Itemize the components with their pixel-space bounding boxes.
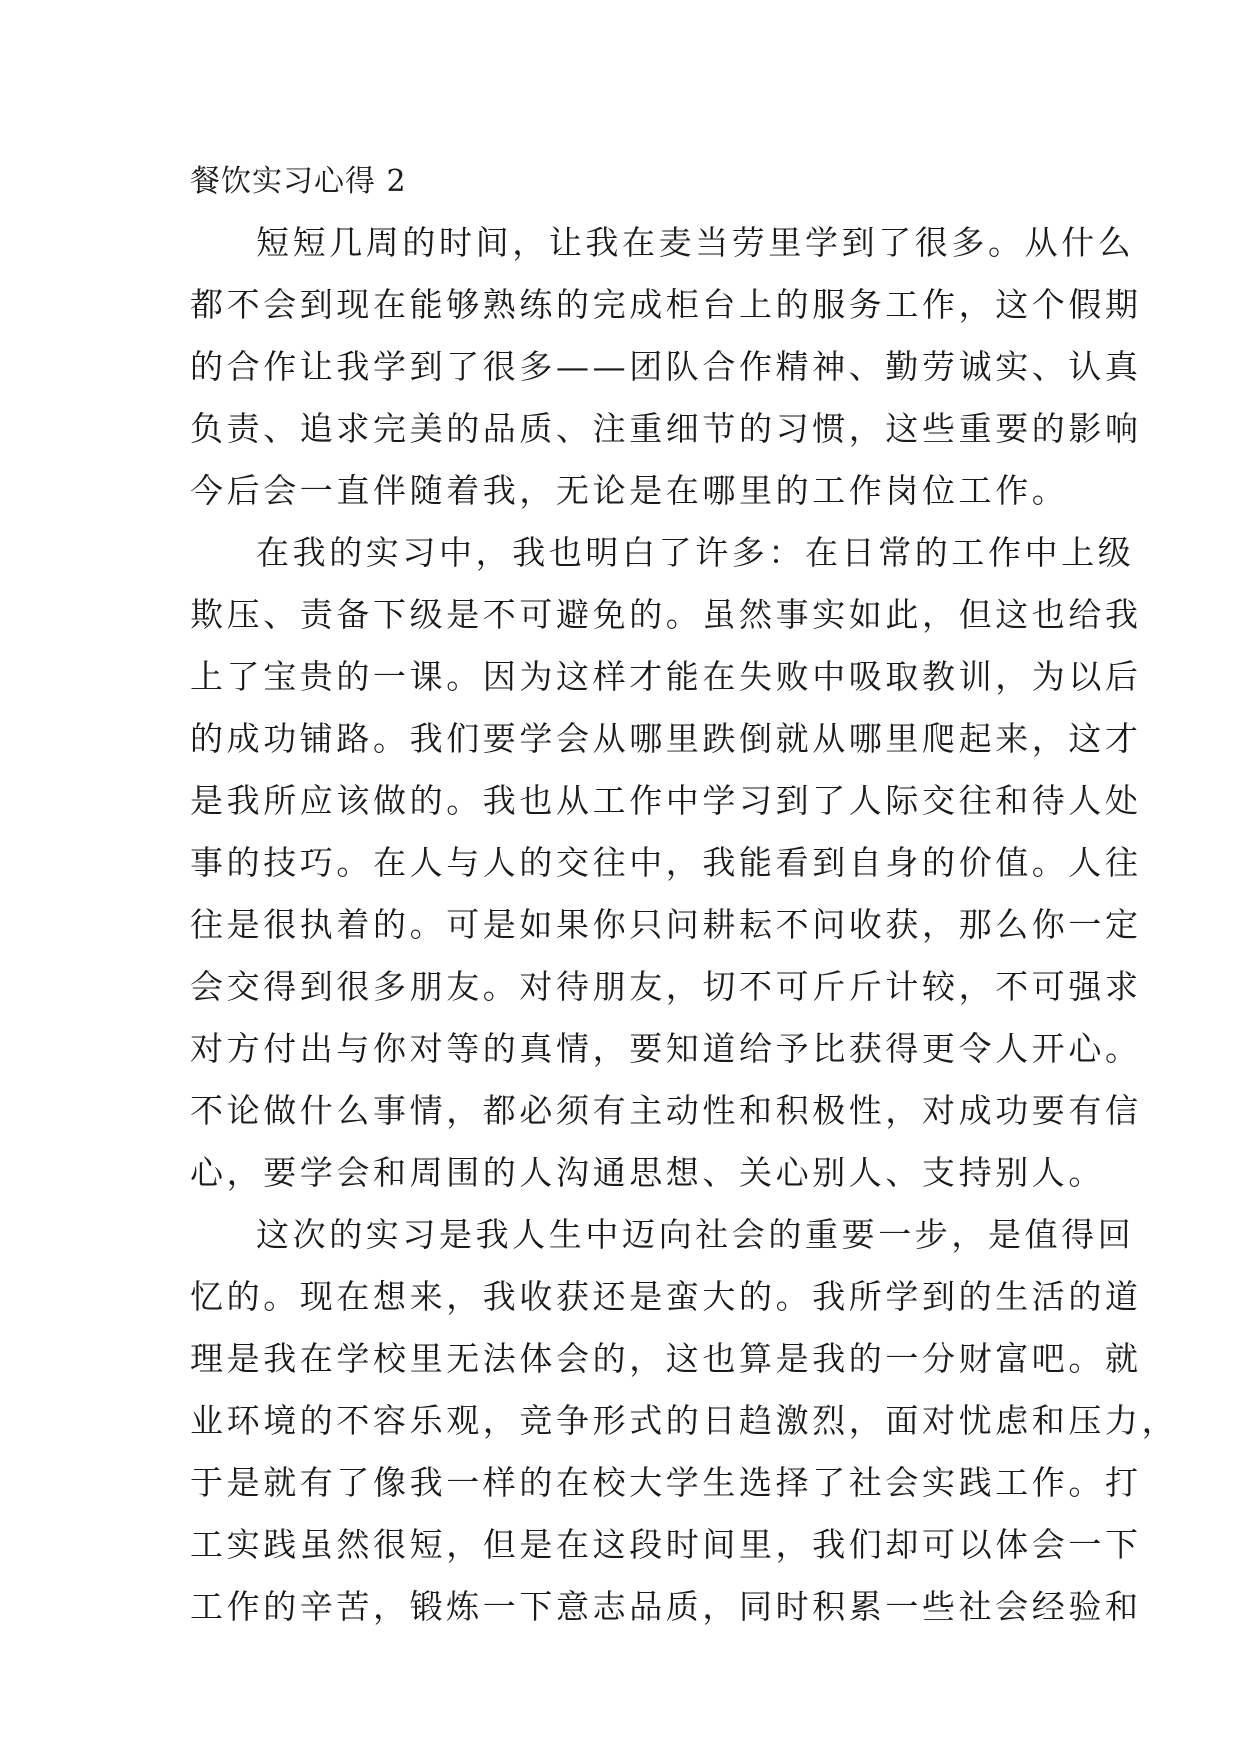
- text-line: 负责、追求完美的品质、注重细节的习惯，这些重要的影响: [190, 409, 1142, 448]
- text-line: 对方付出与你对等的真情，要知道给予比获得更令人开心。: [190, 1029, 1142, 1068]
- text-line: 工作的辛苦，锻炼一下意志品质，同时积累一些社会经验和: [190, 1587, 1142, 1626]
- text-line: 欺压、责备下级是不可避免的。虽然事实如此，但这也给我: [190, 595, 1142, 634]
- text-line: 都不会到现在能够熟练的完成柜台上的服务工作，这个假期: [190, 285, 1142, 324]
- text-line: 是我所应该做的。我也从工作中学习到了人际交往和待人处: [190, 781, 1142, 820]
- text-line: 在我的实习中，我也明白了许多：在日常的工作中上级: [256, 533, 1135, 572]
- document-title: 餐饮实习心得 2: [190, 164, 407, 199]
- text-line: 的成功铺路。我们要学会从哪里跌倒就从哪里爬起来，这才: [190, 719, 1142, 758]
- text-line: 往是很执着的。可是如果你只问耕耘不问收获，那么你一定: [190, 905, 1142, 944]
- text-line: 上了宝贵的一课。因为这样才能在失败中吸取教训，为以后: [190, 657, 1142, 696]
- text-line: 短短几周的时间，让我在麦当劳里学到了很多。从什么: [256, 223, 1135, 262]
- text-line: 事的技巧。在人与人的交往中，我能看到自身的价值。人往: [190, 843, 1142, 882]
- text-line: 于是就有了像我一样的在校大学生选择了社会实践工作。打: [190, 1463, 1142, 1502]
- text-line: 理是我在学校里无法体会的，这也算是我的一分财富吧。就: [190, 1339, 1142, 1378]
- text-line: 工实践虽然很短，但是在这段时间里，我们却可以体会一下: [190, 1525, 1142, 1564]
- text-line: 的合作让我学到了很多——团队合作精神、勤劳诚实、认真: [190, 347, 1142, 386]
- text-line: 忆的。现在想来，我收获还是蛮大的。我所学到的生活的道: [190, 1277, 1142, 1316]
- text-line: 不论做什么事情，都必须有主动性和积极性，对成功要有信: [190, 1091, 1142, 1130]
- text-line: 心，要学会和周围的人沟通思想、关心别人、支持别人。: [190, 1153, 1105, 1192]
- text-line: 业环境的不容乐观，竞争形式的日趋激烈，面对忧虑和压力，: [190, 1401, 1179, 1440]
- text-line: 今后会一直伴随着我，无论是在哪里的工作岗位工作。: [190, 471, 1069, 510]
- text-line: 会交得到很多朋友。对待朋友，切不可斤斤计较，不可强求: [190, 967, 1142, 1006]
- text-line: 这次的实习是我人生中迈向社会的重要一步，是值得回: [256, 1215, 1135, 1254]
